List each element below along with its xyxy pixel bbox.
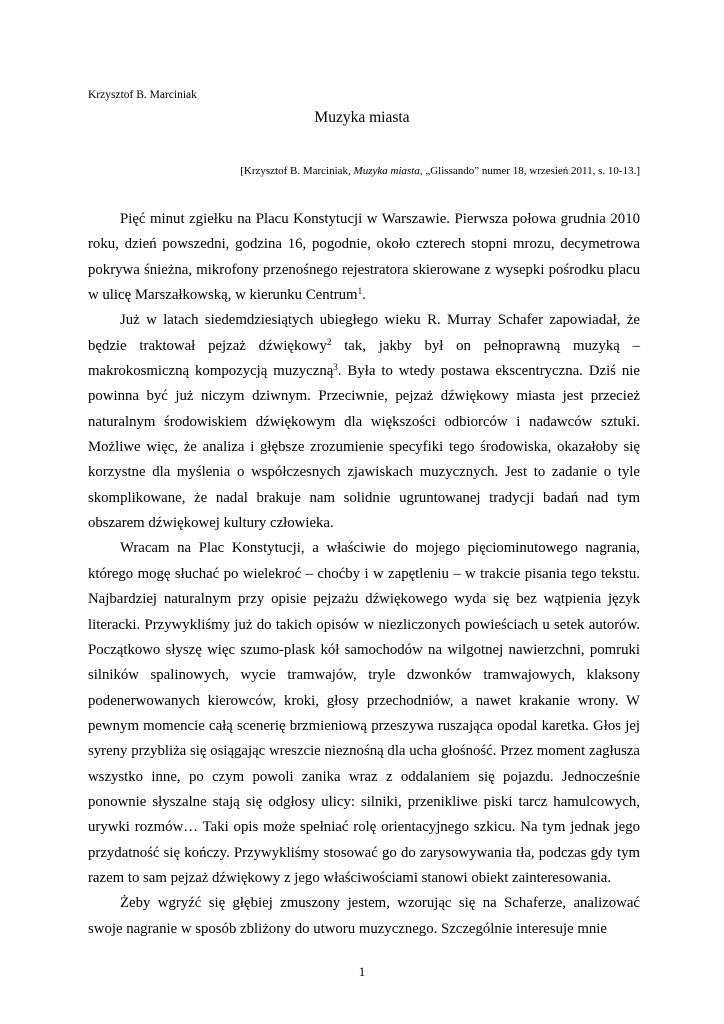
paragraph-4-text: Żeby wgryźć się głębiej zmuszony jestem, wzorując się na Schaferze, analizować swoje nagranie w sposób zbliżony do utworu muzycznego. Szczególnie interesuje mnie <box>88 895 640 937</box>
article-body <box>88 207 640 942</box>
citation-open: [Krzysztof B. Marciniak, <box>240 165 354 177</box>
paragraph-1-end: . <box>362 287 366 304</box>
paragraph-1-text: Pięć minut zgiełku na Placu Konstytucji w Warszawie. Pierwsza połowa grudnia 2010 roku, dzień powszedni, godzina 16, pogodnie, około czterech stopni mrozu, decymetrowa pokrywa śnieżna, mikrofony przenośnego rejestratora skierowane z wysepki pośrodku placu w ulicę Marszałkowską, w kierunku Centrum <box>88 211 640 304</box>
paragraph-2-text-c: . Była to wtedy postawa ekscentryczna. Dziś nie powinna być już niczym dziwnym. Przeciwnie, pejzaż dźwiękowy miasta jest przecież naturalnym środowiskiem dźwiękowym dla większości odbiorców i nadawców sztuki. Możliwe więc, że analiza i głębsze zrozumienie specyfiki tego środowiska, okazałoby się korzystne dla myślenia o współczesnych zjawiskach muzycznych. Jest to zadanie o tyle skomplikowane, że nadal brakuje nam solidnie ugruntowanej tradycji badań nad tym obszarem dźwiękowej kultury człowieka. <box>88 363 640 532</box>
footnote-ref-1: 1 <box>357 286 363 297</box>
paragraph-1 <box>88 207 640 308</box>
footnote-ref-2: 2 <box>326 336 332 347</box>
paragraph-2-text-a: Już w latach siedemdziesiątych ubiegłego wieku R. Murray Schafer zapowiadał, że będzie traktował pejzaż dźwiękowy <box>88 312 640 354</box>
page-number: 1 <box>358 964 366 979</box>
author-name: Krzysztof B. Marciniak <box>88 89 197 101</box>
article-title: Muzyka miasta <box>314 109 410 126</box>
paragraph-3-text: Wracam na Plac Konstytucji, a właściwie do mojego pięciominutowego nagrania, którego mogę słuchać po wielekroć – choćby i w zapętleniu – w trakcie pisania tego tekstu. Najbardziej naturalnym przy opisie pejzażu dźwiękowego wyda się bez wątpienia język literacki. Przywykliśmy już do takich opisów w niezliczonych powieściach u setek autorów. Początkowo słyszę więc szumo-plask kół samochodów na wilgotnej nawierzchni, pomruki silników spalinowych, wycie tramwajów, tryle dzwonków tramwajowych, klaksony podenerwowanych kierowców, kroki, głosy przechodniów, a nawet krakanie wrony. W pewnym momencie całą scenerię brzmieniową przeszywa ruszająca opodal karetka. Głos jej syreny przybliża się osiągając wreszcie nieznośną dla ucha głośność. Przez moment zagłusza wszystko inne, po czym powoli zanika wraz z oddalaniem się pojazdu. Jednocześnie ponownie słyszalne stają się odgłosy ulicy: silniki, przenikliwe piski tarcz hamulcowych, urywki rozmów… Taki opis może spełniać rolę orientacyjnego szkicu. Na tym jednak jego przydatność się kończy. Przywykliśmy stosować go do zarysowywania tła, podczas gdy tym razem to sam pejzaż dźwiękowy z jego właściwościami stanowi obiekt zainteresowania. <box>88 540 640 886</box>
citation <box>240 164 640 178</box>
footnote-ref-3: 3 <box>333 362 338 373</box>
paragraph-4 <box>88 891 640 942</box>
citation-work-title: Muzyka miasta <box>353 165 420 177</box>
citation-details: , „Glissando” numer 18, wrzesień 2011, s. 10-13.] <box>419 165 640 177</box>
paragraph-2 <box>88 308 640 536</box>
paragraph-2-text-b: tak, jakby był on pełnoprawną muzyką – makrokosmiczną kompozycją muzyczną <box>88 337 640 380</box>
paragraph-3 <box>88 536 640 891</box>
